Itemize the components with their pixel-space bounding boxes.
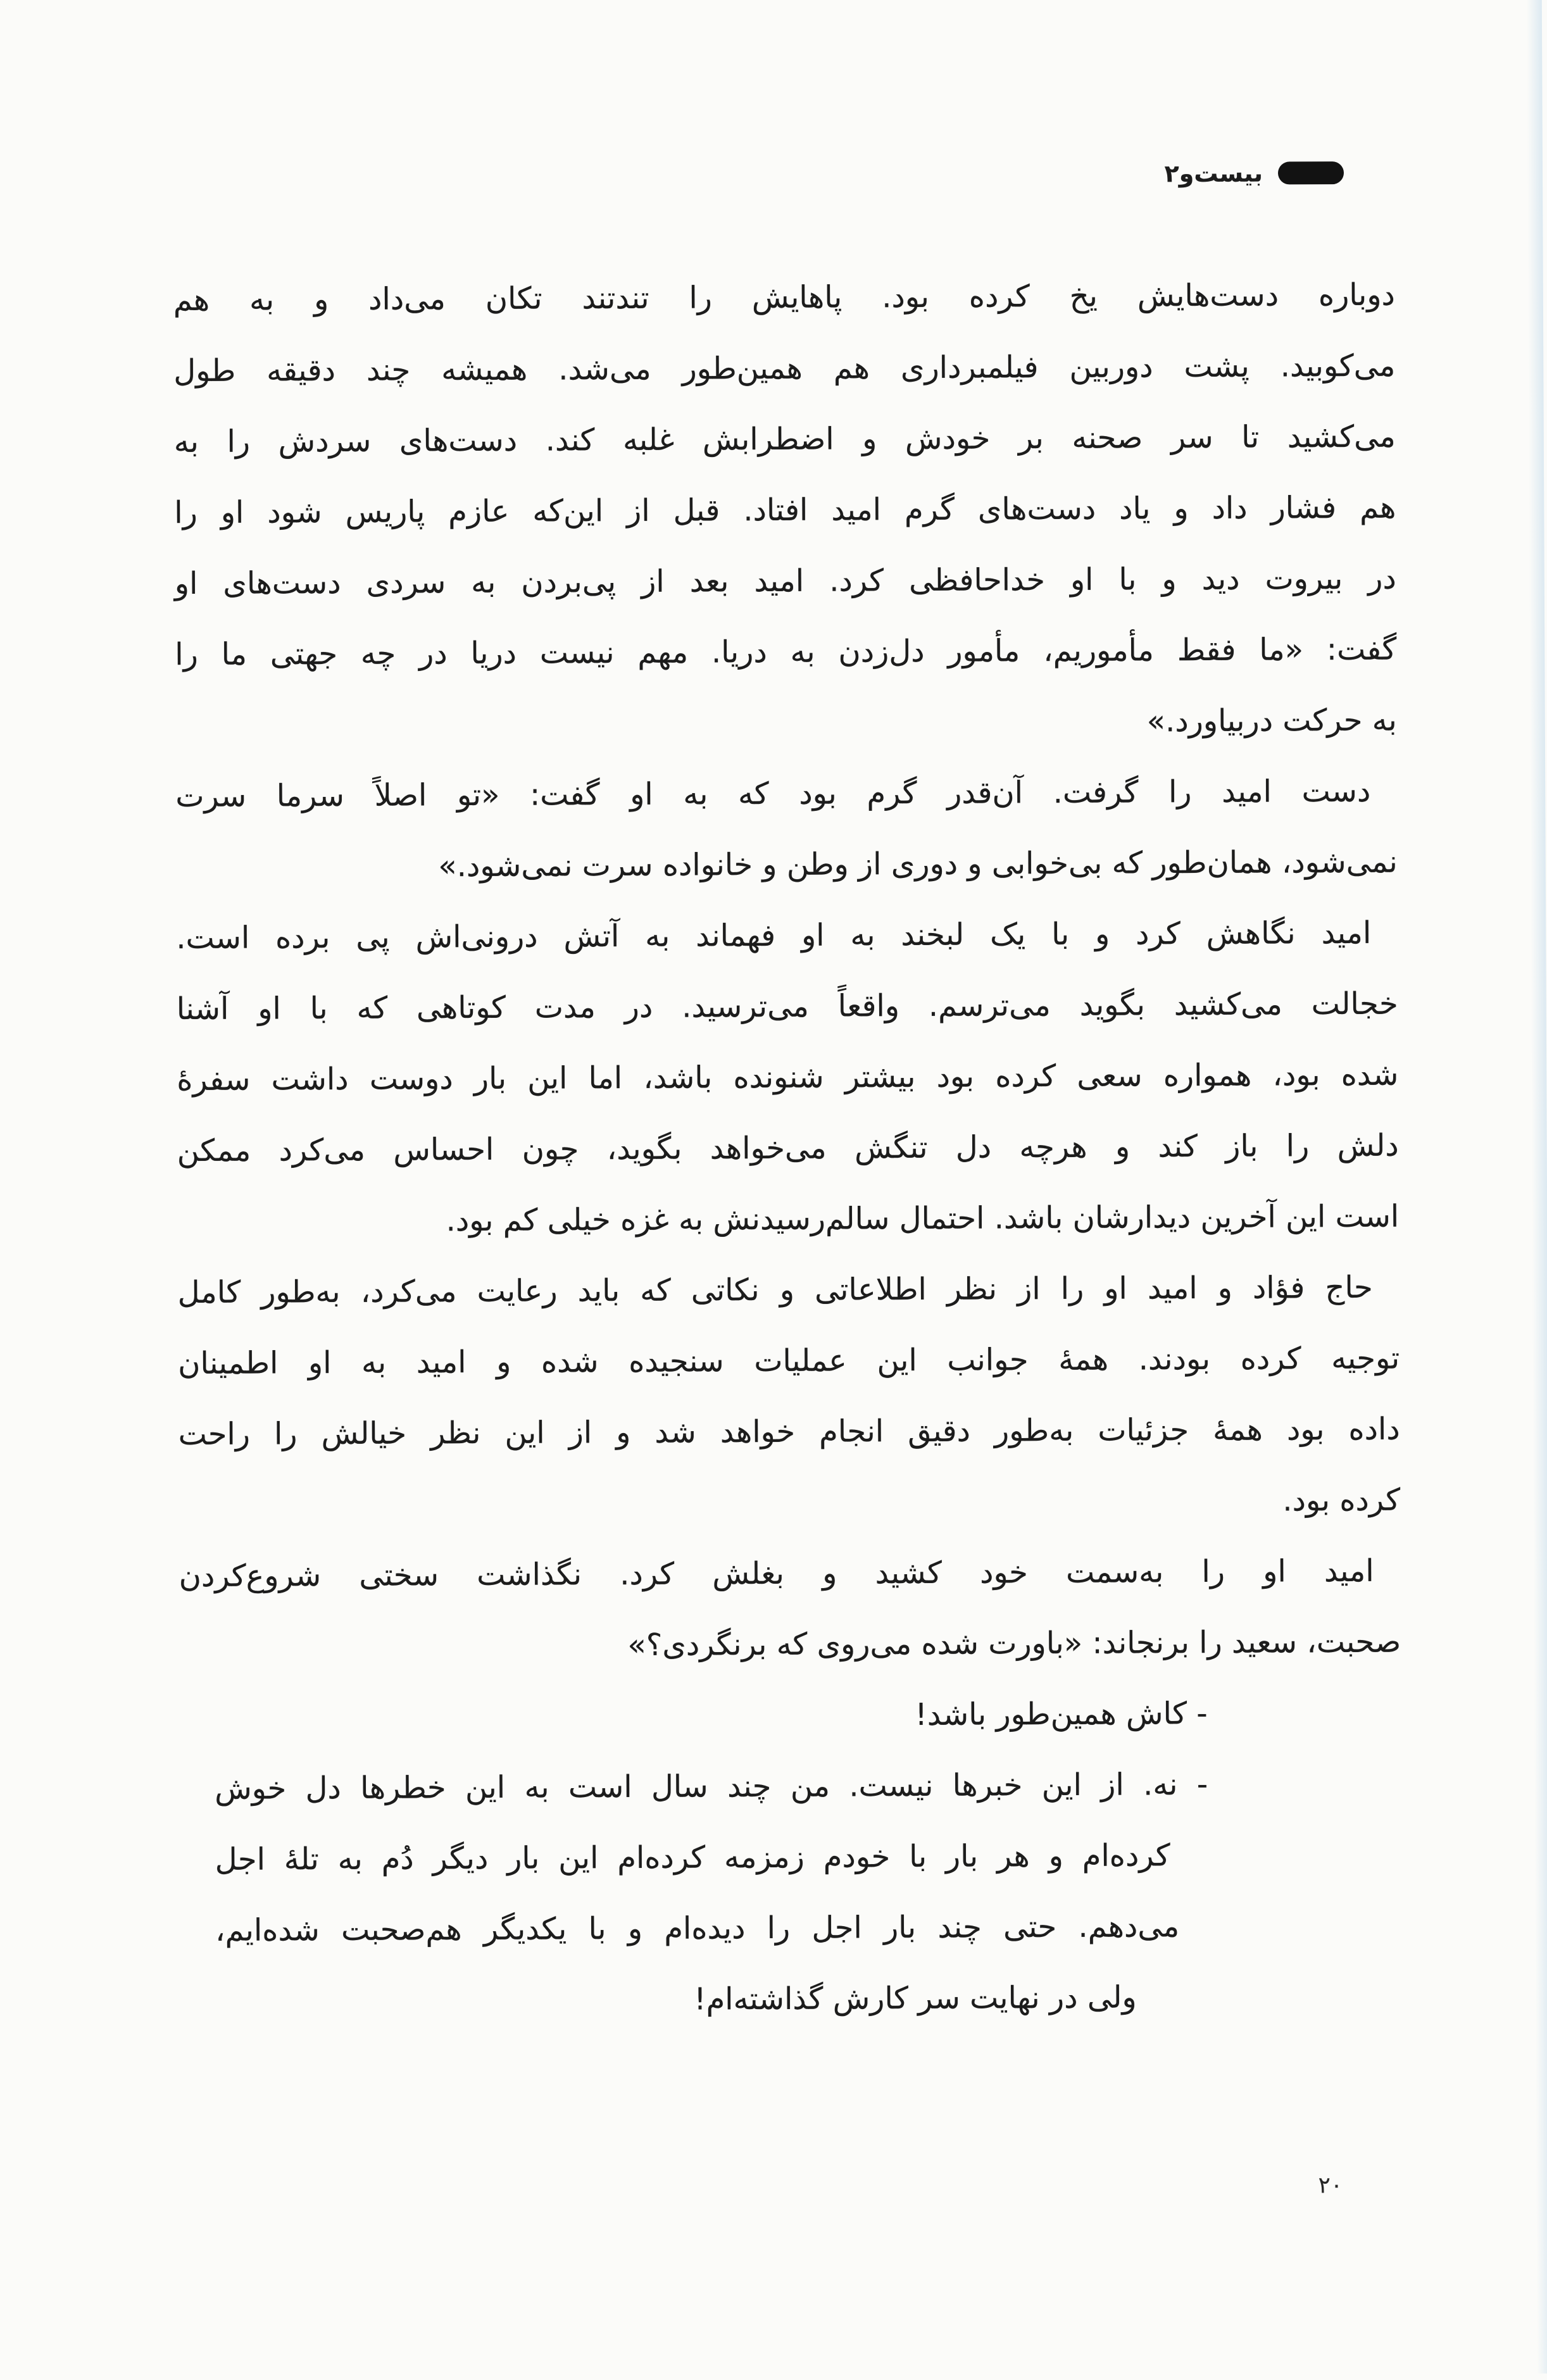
text-line: دست امید را گرفت. آن‌قدر گرم بود که به او گفت: «تو اصلاً سرما سرت bbox=[175, 773, 1371, 815]
dialogue-line: کرده‌ام و هر بار با خودم زمزمه کرده‌ام این بار دیگر دُم به تلهٔ اجل bbox=[215, 1838, 1170, 1877]
running-header bbox=[1164, 159, 1344, 188]
text-line: گفت: «ما فقط مأموریم، مأمور دل‌زدن به دریا. مهم نیست دریا در چه جهتی ما را bbox=[175, 631, 1397, 673]
header-rule-bar bbox=[1278, 161, 1344, 184]
text-line: هم فشار داد و یاد دست‌های گرم امید افتاد. قبل از این‌که عازم پاریس شود او را bbox=[174, 489, 1396, 531]
text-line: کرده بود. bbox=[1282, 1482, 1401, 1519]
text-line: شده بود، همواره سعی کرده بود بیشتر شنونده باشد، اما این بار دوست داشت سفرهٔ bbox=[177, 1056, 1399, 1098]
running-header-title: بیست‌و۲ bbox=[1164, 159, 1263, 188]
text-line: خجالت می‌کشید بگوید می‌ترسم. واقعاً می‌ترسید. در مدت کوتاهی که با او آشنا bbox=[176, 986, 1398, 1027]
dialogue-line: - کاش همین‌طور باشد! bbox=[915, 1696, 1208, 1733]
text-line: داده بود همهٔ جزئیات به‌طور دقیق انجام خواهد شد و از این نظر خیالش را راحت bbox=[178, 1411, 1400, 1453]
dialogue-line: - نه. از این خبرها نیست. من چند سال است به این خطرها دل خوش bbox=[215, 1767, 1208, 1807]
text-line: حاج فؤاد و امید او را از نظر اطلاعاتی و نکاتی که باید رعایت می‌کرد، به‌طور کامل bbox=[177, 1269, 1373, 1311]
text-line: در بیروت دید و با او خداحافظی کرد. امید بعد از پی‌بردن به سردی دست‌های او bbox=[174, 560, 1396, 602]
text-line: است این آخرین دیدارشان باشد. احتمال سالم‌رسیدنش به غزه خیلی کم بود. bbox=[446, 1198, 1400, 1239]
text-line: به حرکت دربیاورد.» bbox=[1146, 702, 1397, 739]
page-number: ۲۰ bbox=[1318, 2172, 1343, 2199]
scan-edge-artifact bbox=[1527, 0, 1547, 2374]
text-line: نمی‌شود، همان‌طور که بی‌خوابی و دوری از وطن و خانواده سرت نمی‌شود.» bbox=[438, 844, 1398, 884]
text-line: امید نگاهش کرد و با یک لبخند به او فهماند به آتش درونی‌اش پی برده است. bbox=[176, 915, 1372, 956]
text-line: امید او را به‌سمت خود کشید و بغلش کرد. نگذاشت سختی شروع‌کردن bbox=[178, 1553, 1374, 1594]
dialogue-line: می‌دهم. حتی چند بار اجل را دیده‌ام و با یکدیگر هم‌صحبت شده‌ایم، bbox=[215, 1908, 1180, 1948]
text-line: دوباره دست‌هایش یخ کرده بود. پاهایش را تندتند تکان می‌داد و به هم bbox=[173, 277, 1395, 318]
text-line: می‌کشید تا سر صحنه بر خودش و اضطرابش غلبه کند. دست‌های سردش را به bbox=[173, 418, 1396, 460]
body-text bbox=[173, 260, 1403, 2037]
text-line: توجیه کرده بودند. همهٔ جوانب این عملیات سنجیده شده و امید به او اطمینان bbox=[178, 1340, 1400, 1382]
text-line: صحبت، سعید را برنجاند: «باورت شده می‌روی که برنگردی؟» bbox=[627, 1624, 1401, 1663]
dialogue-line: ولی در نهایت سر کارش گذاشته‌ام! bbox=[694, 1979, 1137, 2017]
text-line: می‌کوبید. پشت دوربین فیلمبرداری هم همین‌طور می‌شد. همیشه چند دقیقه طول bbox=[173, 348, 1396, 389]
text-line: دلش را باز کند و هرچه دل تنگش می‌خواهد بگوید، چون احساس می‌کرد ممکن bbox=[177, 1127, 1399, 1169]
